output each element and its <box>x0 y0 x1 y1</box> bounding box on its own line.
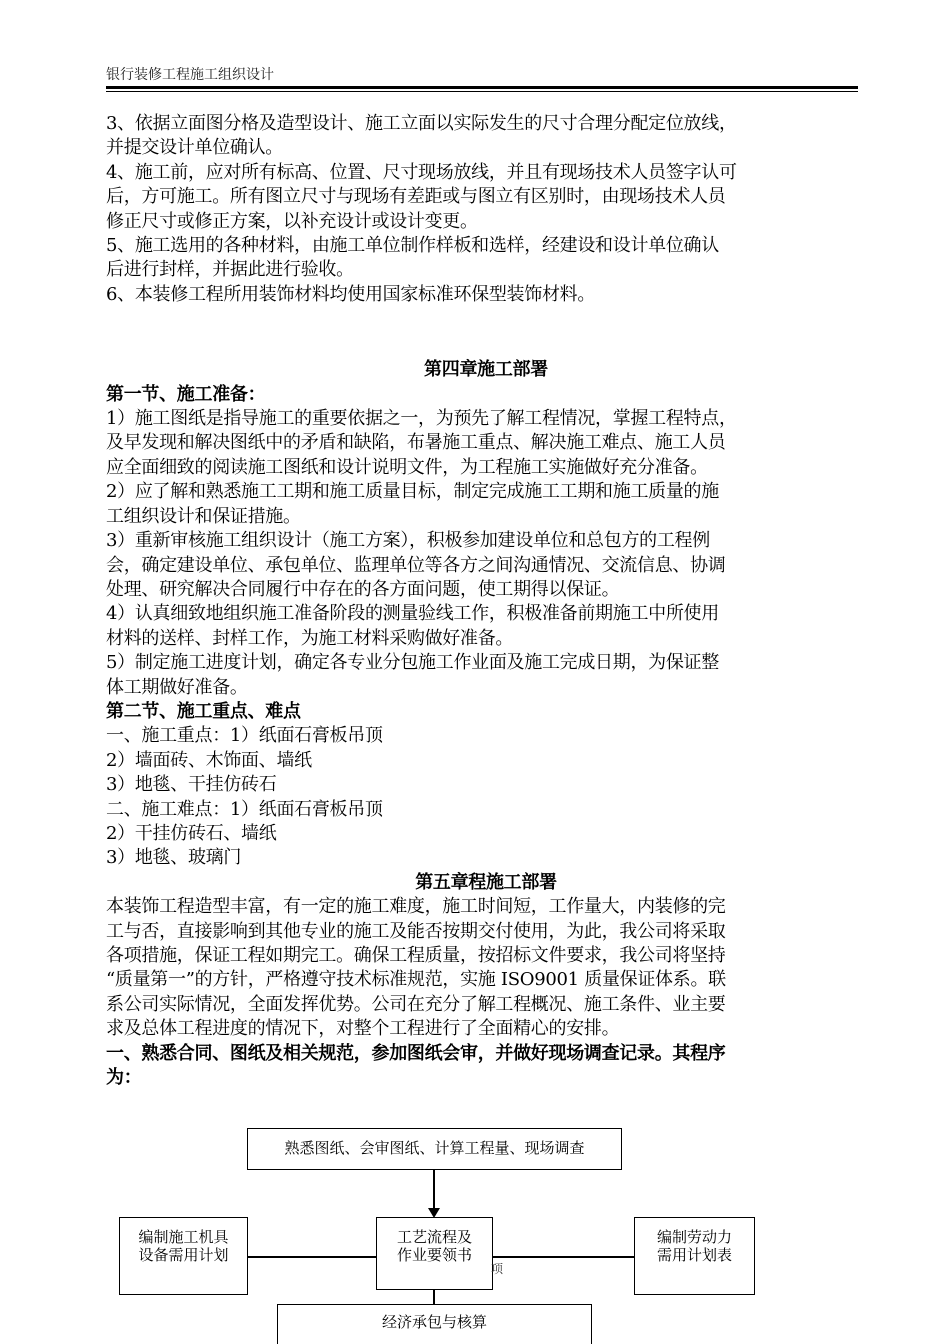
text-line: 2）干挂仿砖石、墙纸 <box>106 822 277 844</box>
section2-title: 第二节、施工重点、难点 <box>106 700 301 722</box>
text-line: 并提交设计单位确认。 <box>106 137 283 159</box>
text-line: 本装饰工程造型丰富，有一定的施工难度，施工时间短，工作量大，内装修的完 <box>106 896 726 918</box>
text-line: 系公司实际情况，全面发挥优势。公司在充分了解工程概况、施工条件、业主要 <box>106 993 726 1015</box>
text-line: 3）重新审核施工组织设计（施工方案），积极参加建设单位和总包方的工程例 <box>106 530 710 552</box>
text-line: 5、施工选用的各种材料，由施工单位制作样板和选样，经建设和设计单位确认 <box>106 235 719 257</box>
flow-box-left <box>119 1217 248 1295</box>
text-line: 后，方可施工。所有图立尺寸与现场有差距或与图立有区别时，由现场技术人员 <box>106 186 726 208</box>
text-line: 4）认真细致地组织施工准备阶段的测量验线工作，积极准备前期施工中所使用 <box>106 603 719 625</box>
flow-box-top <box>247 1128 622 1170</box>
procedure-heading: 为： <box>106 1067 142 1089</box>
text-line: 4、施工前，应对所有标高、位置、尺寸现场放线，并且有现场技术人员签字认可 <box>106 161 737 183</box>
stray-character: 项 <box>491 1262 504 1276</box>
flow-box-center <box>376 1217 493 1290</box>
flow-box-label: 熟悉图纸、会审图纸、计算工程量、现场调查 <box>284 1139 585 1157</box>
flow-arrow-line <box>433 1290 435 1304</box>
text-line: 求及总体工程进度的情况下，对整个工程进行了全面精心的安排。 <box>106 1018 620 1040</box>
flow-box-label: 编制施工机具 <box>138 1228 229 1246</box>
text-line: 会，确定建设单位、承包单位、监理单位等各方之间沟通情况、交流信息、协调 <box>106 554 726 576</box>
flow-box-bottom <box>277 1304 592 1344</box>
text-line: 2）应了解和熟悉施工工期和施工质量目标，制定完成施工工期和施工质量的施 <box>106 481 719 503</box>
text-line: 各项措施，保证工程如期完工。确保工程质量，按招标文件要求，我公司将坚持 <box>106 945 726 966</box>
text-line: 6、本装修工程所用装饰材料均使用国家标准环保型装饰材料。 <box>106 283 596 305</box>
flow-box-label: 作业要领书 <box>396 1246 472 1264</box>
chapter4-title: 第四章施工部署 <box>424 359 548 381</box>
text-line: 处理、研究解决合同履行中存在的各方面问题，使工期得以保证。 <box>106 578 620 600</box>
flow-box-label: 需用计划表 <box>656 1246 732 1264</box>
procedure-heading: 一、熟悉合同、图纸及相关规范，参加图纸会审，并做好现场调查记录。其程序 <box>106 1042 726 1064</box>
text-line: “质量第一”的方针，严格遵守技术标准规范，实施 ISO9001 质量保证体系。联 <box>106 969 726 991</box>
text-line: 修正尺寸或修正方案，以补充设计或设计变更。 <box>106 210 478 232</box>
text-line: 应全面细致的阅读施工图纸和设计说明文件，为工程施工实施做好充分准备。 <box>106 456 708 478</box>
text-line: 二、施工难点：1）纸面石膏板吊顶 <box>106 798 383 820</box>
flow-box-right <box>634 1217 755 1295</box>
flow-arrow-line <box>433 1170 435 1212</box>
flow-connector-right <box>493 1256 634 1258</box>
chapter5-title: 第五章程施工部署 <box>415 871 557 893</box>
flow-box-label: 设备需用计划 <box>138 1246 229 1264</box>
text-line: 1）施工图纸是指导施工的重要依据之一，为预先了解工程情况，掌握工程特点， <box>106 408 737 430</box>
text-line: 3）地毯、干挂仿砖石 <box>106 774 277 796</box>
flow-box-label: 工艺流程及 <box>396 1228 472 1246</box>
text-line: 2）墙面砖、木饰面、墙纸 <box>106 749 312 771</box>
text-line: 一、施工重点：1）纸面石膏板吊顶 <box>106 725 383 747</box>
flow-connector-left <box>248 1256 376 1258</box>
text-line: 5）制定施工进度计划，确定各专业分包施工作业面及施工完成日期，为保证整 <box>106 652 719 674</box>
text-line: 体工期做好准备。 <box>106 676 248 698</box>
flow-box-label: 编制劳动力 <box>656 1228 732 1246</box>
text-line: 后进行封样，并据此进行验收。 <box>106 259 354 281</box>
text-line: 及早发现和解决图纸中的矛盾和缺陷，布暑施工重点、解决施工难点、施工人员 <box>106 432 726 454</box>
page-header: 银行装修工程施工组织设计 <box>106 67 274 83</box>
flow-box-label: 经济承包与核算 <box>381 1313 487 1331</box>
section1-title: 第一节、施工准备： <box>106 383 266 405</box>
text-line: 工与否，直接影响到其他专业的施工及能否按期交付使用，为此，我公司将采取 <box>106 920 726 942</box>
text-line: 材料的送样、封样工作，为施工材料采购做好准备。 <box>106 627 514 649</box>
text-line: 工组织设计和保证措施。 <box>106 505 301 527</box>
text-line: 3）地毯、玻璃门 <box>106 847 242 869</box>
text-line: 3、依据立面图分格及造型设计、施工立面以实际发生的尺寸合理分配定位放线， <box>106 113 737 134</box>
